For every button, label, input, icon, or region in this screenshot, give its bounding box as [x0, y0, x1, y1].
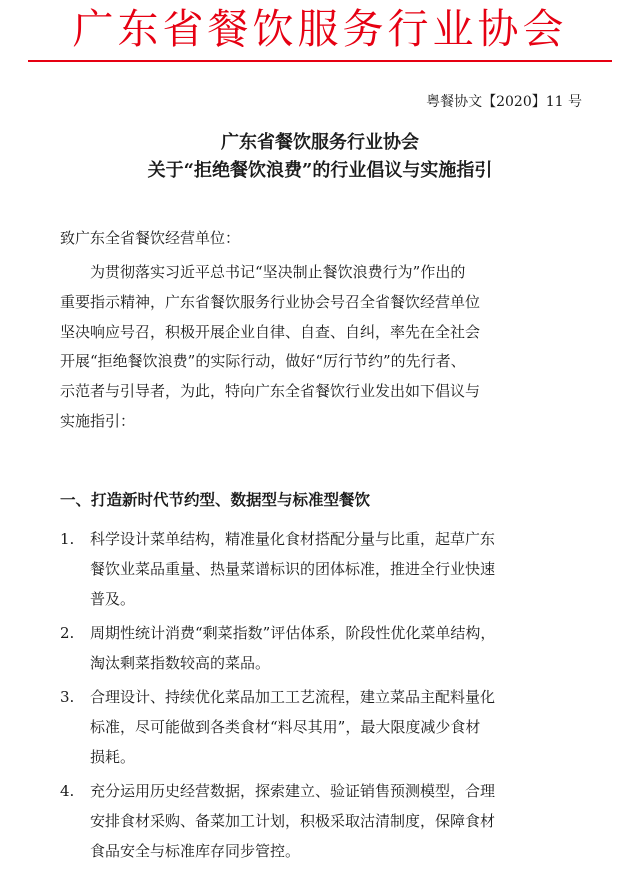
item-number: 3.	[60, 688, 75, 706]
list-item	[60, 776, 580, 866]
item-text	[90, 618, 580, 678]
list-item	[60, 524, 580, 614]
item-line: 损耗。	[90, 748, 136, 766]
item-line: 普及。	[90, 590, 136, 608]
item-line: 餐饮业菜品重量、热量菜谱标识的团体标准，推进全行业快速	[90, 560, 496, 578]
item-line: 合理设计、持续优化菜品加工工艺流程，建立菜品主配料量化	[90, 688, 496, 706]
section-item-list	[60, 524, 580, 870]
item-line: 食品安全与标准库存同步管控。	[90, 842, 301, 860]
intro-line: 开展“拒绝餐饮浪费”的实际行动，做好“厉行节约”的先行者、	[60, 352, 466, 371]
salutation: 致广东全省餐饮经营单位：	[60, 229, 241, 247]
document-title-line2: 关于“拒绝餐饮浪费”的行业倡议与实施指引	[147, 160, 493, 181]
item-number: 1.	[60, 530, 75, 548]
letterhead-divider	[28, 60, 612, 62]
item-line: 淘汰剩菜指数较高的菜品。	[90, 654, 271, 672]
intro-line: 重要指示精神，广东省餐饮服务行业协会号召全省餐饮经营单位	[60, 292, 481, 311]
item-text	[90, 776, 580, 866]
item-line: 周期性统计消费“剩菜指数”评估体系，阶段性优化菜单结构，	[90, 624, 496, 642]
item-number: 4.	[60, 782, 75, 800]
document-number: 粤餐协文【2020】11 号	[426, 94, 582, 110]
item-line: 安排食材采购、备菜加工计划，积极采取沽清制度，保障食材	[90, 812, 496, 830]
intro-line: 示范者与引导者，为此，特向广东全省餐饮行业发出如下倡议与	[60, 382, 481, 401]
intro-paragraph	[60, 258, 580, 437]
item-text	[90, 524, 580, 614]
intro-line: 为贯彻落实习近平总书记“坚决制止餐饮浪费行为”作出的	[90, 263, 466, 281]
document-title-line1: 广东省餐饮服务行业协会	[221, 132, 419, 153]
list-item	[60, 682, 580, 772]
letterhead-org-name: 广东省餐饮服务行业协会	[72, 5, 568, 53]
item-line: 科学设计菜单结构，精准量化食材搭配分量与比重，起草广东	[90, 530, 496, 548]
item-number: 2.	[60, 624, 75, 642]
section-heading: 一、打造新时代节约型、数据型与标准型餐饮	[60, 490, 371, 509]
intro-line: 实施指引：	[60, 411, 136, 430]
item-line: 充分运用历史经营数据，探索建立、验证销售预测模型，合理	[90, 782, 496, 800]
item-text	[90, 682, 580, 772]
list-item	[60, 618, 580, 678]
intro-line: 坚决响应号召，积极开展企业自律、自查、自纠，率先在全社会	[60, 322, 481, 341]
item-line: 标准，尽可能做到各类食材“料尽其用”，最大限度减少食材	[90, 718, 481, 736]
